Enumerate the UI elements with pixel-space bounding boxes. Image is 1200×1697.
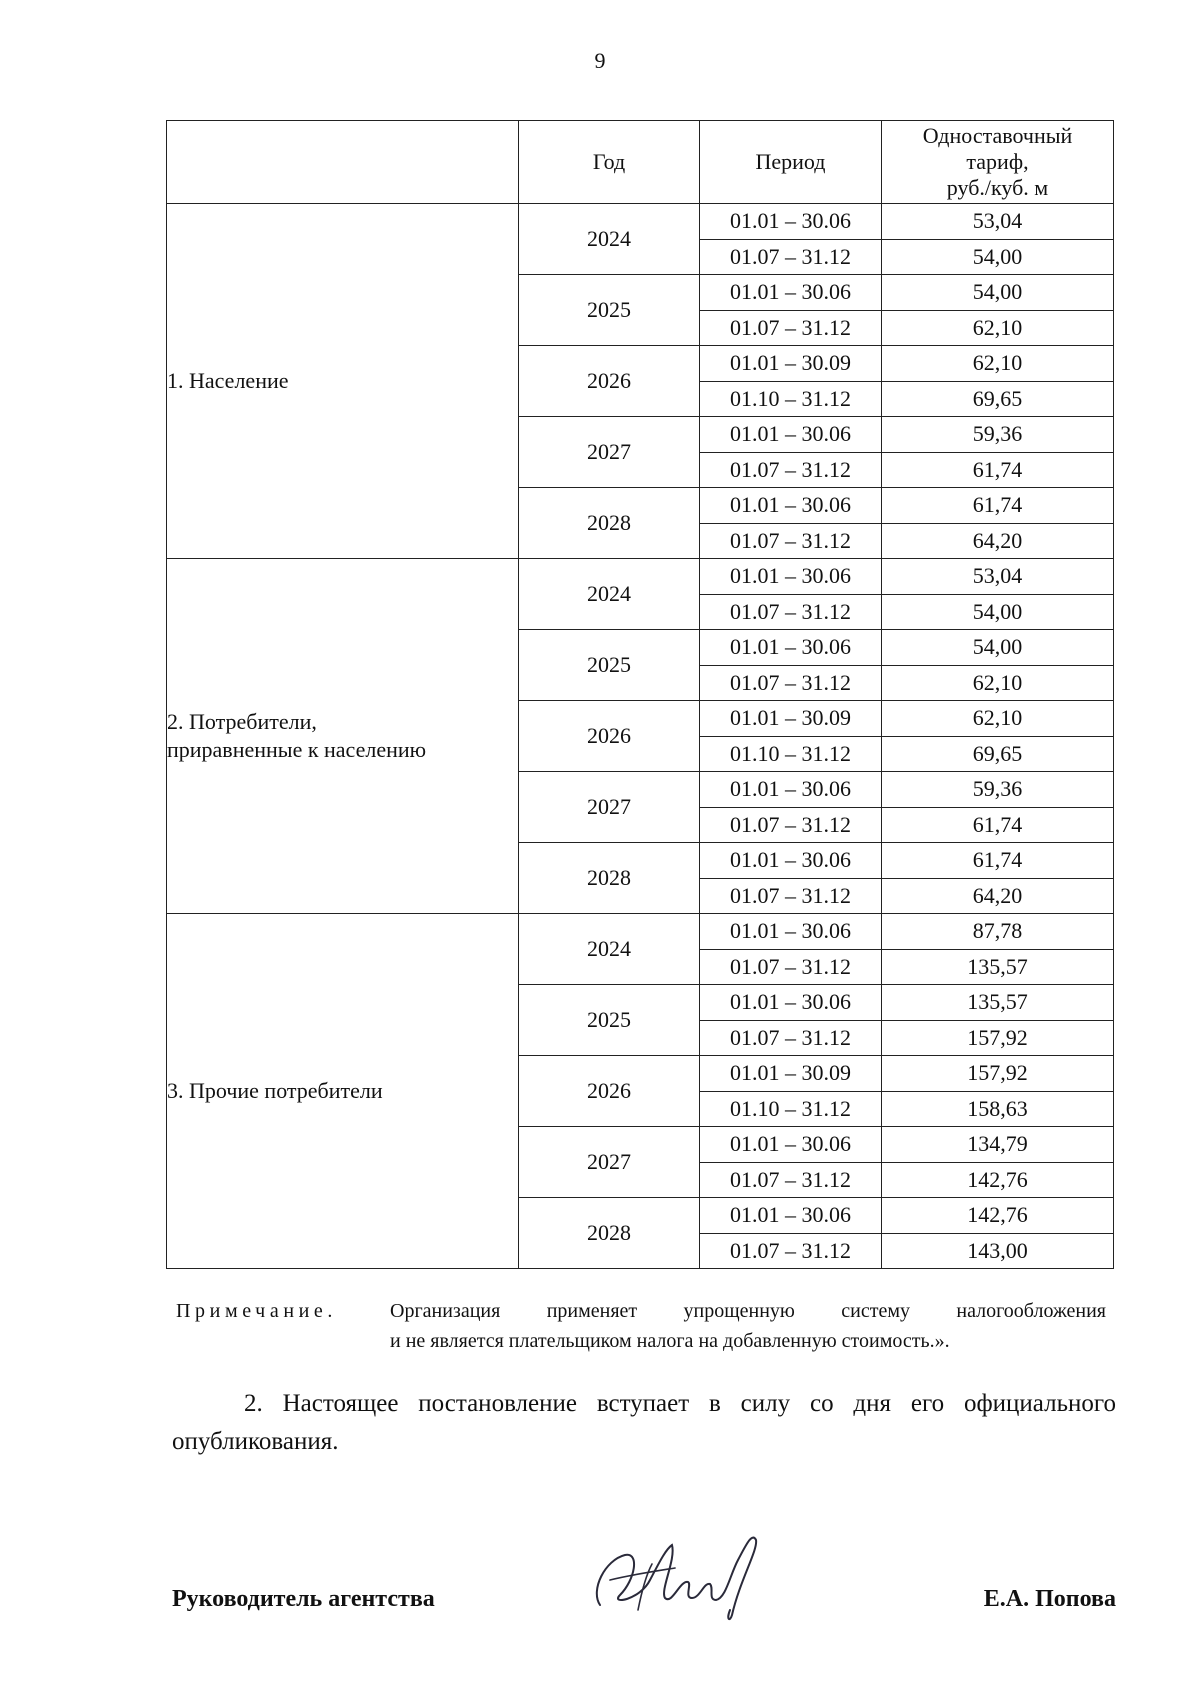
year-cell: 2027 (519, 1127, 700, 1198)
tariff-value-cell: 142,76 (882, 1162, 1114, 1198)
period-cell: 01.01 – 30.06 (700, 204, 882, 240)
table-row (167, 559, 1114, 595)
tariff-value-cell: 158,63 (882, 1091, 1114, 1127)
year-cell: 2026 (519, 346, 700, 417)
period-cell: 01.01 – 30.09 (700, 1056, 882, 1092)
period-cell: 01.07 – 31.12 (700, 1020, 882, 1056)
signer-position: Руководитель агентства (172, 1586, 435, 1612)
year-cell: 2026 (519, 1056, 700, 1127)
tariff-table-body (167, 204, 1114, 1269)
period-cell: 01.07 – 31.12 (700, 665, 882, 701)
period-cell: 01.01 – 30.06 (700, 1198, 882, 1234)
tariff-value-cell: 143,00 (882, 1233, 1114, 1269)
tariff-value-cell: 157,92 (882, 1056, 1114, 1092)
consumer-group-label-line: приравненные к населению (167, 737, 427, 762)
period-cell: 01.07 – 31.12 (700, 594, 882, 630)
tariff-value-cell: 69,65 (882, 736, 1114, 772)
period-cell: 01.01 – 30.06 (700, 914, 882, 950)
year-cell: 2024 (519, 914, 700, 985)
tariff-value-cell: 61,74 (882, 843, 1114, 879)
year-cell: 2027 (519, 417, 700, 488)
period-cell: 01.07 – 31.12 (700, 239, 882, 275)
period-cell: 01.10 – 31.12 (700, 1091, 882, 1127)
consumer-group-label (167, 204, 519, 559)
tariff-value-cell: 61,74 (882, 452, 1114, 488)
tariff-value-cell: 157,92 (882, 1020, 1114, 1056)
signer-name: Е.А. Попова (983, 1586, 1116, 1612)
year-cell: 2027 (519, 772, 700, 843)
period-cell: 01.01 – 30.06 (700, 417, 882, 453)
note-label: Примечание. (176, 1300, 338, 1322)
period-cell: 01.07 – 31.12 (700, 523, 882, 559)
resolution-paragraph: 2. Настоящее постановление вступает в силу со дня его официального опубликования. (172, 1390, 1116, 1455)
tariff-value-cell: 53,04 (882, 559, 1114, 595)
table-row (167, 914, 1114, 950)
tariff-value-cell: 59,36 (882, 417, 1114, 453)
period-cell: 01.10 – 31.12 (700, 381, 882, 417)
period-cell: 01.01 – 30.06 (700, 1127, 882, 1163)
period-cell: 01.01 – 30.06 (700, 275, 882, 311)
tariff-value-cell: 54,00 (882, 630, 1114, 666)
tariff-value-cell: 62,10 (882, 346, 1114, 382)
tariff-value-cell: 54,00 (882, 594, 1114, 630)
period-cell: 01.07 – 31.12 (700, 452, 882, 488)
header-tariff-line: Одноставочный (922, 123, 1073, 148)
tariff-value-cell: 142,76 (882, 1198, 1114, 1234)
tariff-value-cell: 54,00 (882, 239, 1114, 275)
year-cell: 2028 (519, 488, 700, 559)
period-cell: 01.07 – 31.12 (700, 310, 882, 346)
year-cell: 2028 (519, 1198, 700, 1269)
consumer-group-label-line: 2. Потребители, (167, 709, 317, 734)
tariff-value-cell: 59,36 (882, 772, 1114, 808)
header-tariff (882, 121, 1114, 204)
period-cell: 01.01 – 30.06 (700, 985, 882, 1021)
tariff-value-cell: 53,04 (882, 204, 1114, 240)
note-text-line: Организация применяет упрощенную систему налогообложения (390, 1300, 1106, 1322)
period-cell: 01.07 – 31.12 (700, 1233, 882, 1269)
header-tariff-line: руб./куб. м (946, 175, 1049, 200)
tariff-value-cell: 134,79 (882, 1127, 1114, 1163)
year-cell: 2024 (519, 204, 700, 275)
period-cell: 01.01 – 30.09 (700, 346, 882, 382)
tariff-table (166, 120, 1114, 1269)
tariff-value-cell: 54,00 (882, 275, 1114, 311)
tariff-value-cell: 62,10 (882, 665, 1114, 701)
page-number: 9 (594, 48, 606, 73)
note-text-line: и не является плательщиком налога на добавленную стоимость.». (390, 1330, 950, 1352)
consumer-group-label-line: 1. Население (167, 368, 289, 393)
period-cell: 01.07 – 31.12 (700, 949, 882, 985)
consumer-group-label-line: 3. Прочие потребители (167, 1078, 383, 1103)
header-empty-cell (167, 121, 519, 204)
header-year: Год (519, 121, 700, 204)
tariff-value-cell: 61,74 (882, 807, 1114, 843)
table-row (167, 204, 1114, 240)
tariff-value-cell: 69,65 (882, 381, 1114, 417)
tariff-value-cell: 64,20 (882, 523, 1114, 559)
period-cell: 01.01 – 30.06 (700, 559, 882, 595)
period-cell: 01.07 – 31.12 (700, 1162, 882, 1198)
header-period: Период (700, 121, 882, 204)
period-cell: 01.07 – 31.12 (700, 807, 882, 843)
tariff-value-cell: 87,78 (882, 914, 1114, 950)
year-cell: 2024 (519, 559, 700, 630)
period-cell: 01.01 – 30.06 (700, 488, 882, 524)
year-cell: 2026 (519, 701, 700, 772)
year-cell: 2025 (519, 275, 700, 346)
period-cell: 01.01 – 30.09 (700, 701, 882, 737)
tariff-value-cell: 64,20 (882, 878, 1114, 914)
period-cell: 01.10 – 31.12 (700, 736, 882, 772)
tariff-value-cell: 135,57 (882, 985, 1114, 1021)
tariff-value-cell: 62,10 (882, 310, 1114, 346)
consumer-group-label (167, 914, 519, 1269)
year-cell: 2025 (519, 630, 700, 701)
table-header-row (167, 121, 1114, 204)
year-cell: 2025 (519, 985, 700, 1056)
year-cell: 2028 (519, 843, 700, 914)
period-cell: 01.07 – 31.12 (700, 878, 882, 914)
period-cell: 01.01 – 30.06 (700, 772, 882, 808)
tariff-value-cell: 135,57 (882, 949, 1114, 985)
header-tariff-line: тариф, (966, 149, 1029, 174)
tariff-value-cell: 61,74 (882, 488, 1114, 524)
consumer-group-label (167, 559, 519, 914)
period-cell: 01.01 – 30.06 (700, 630, 882, 666)
period-cell: 01.01 – 30.06 (700, 843, 882, 879)
handwritten-signature (580, 1520, 780, 1630)
tariff-value-cell: 62,10 (882, 701, 1114, 737)
